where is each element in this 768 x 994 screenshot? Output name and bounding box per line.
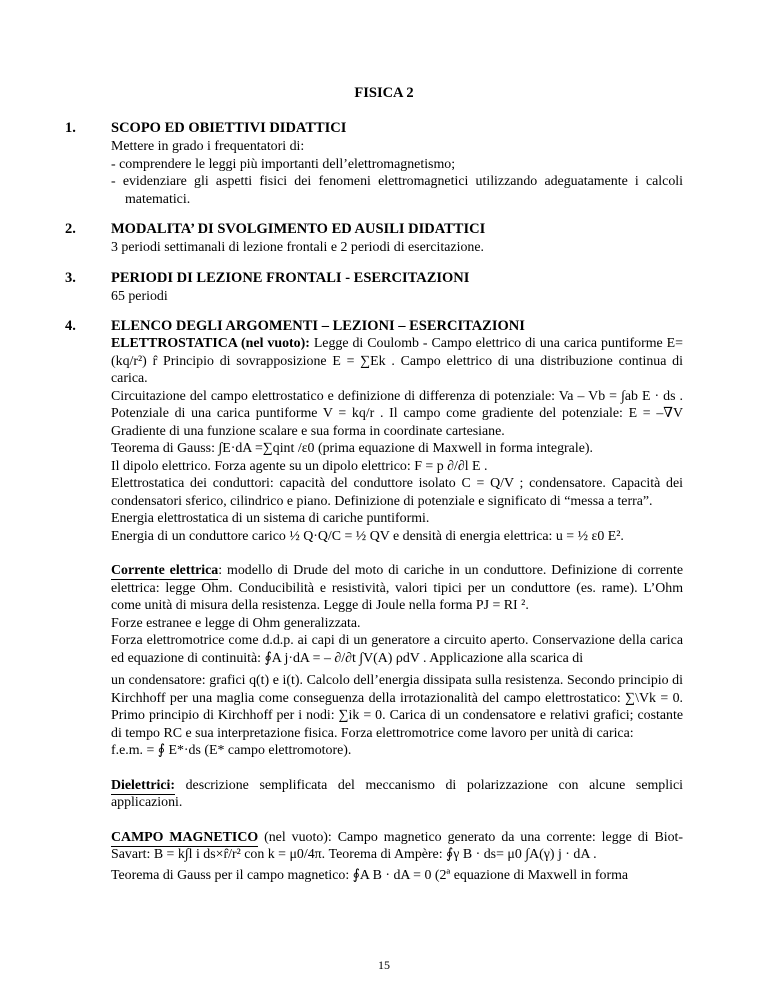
- section-body: [111, 138, 683, 208]
- section-heading: MODALITA’ DI SVOLGIMENTO ED AUSILI DIDATTICI: [111, 221, 486, 237]
- section-heading: SCOPO ED OBIETTIVI DIDATTICI: [111, 120, 347, 136]
- section-number: 1.: [65, 120, 76, 136]
- list-item: - comprendere le leggi più importanti dell’elettromagnetismo;: [111, 156, 456, 172]
- dipole-paragraph: Il dipolo elettrico. Forza agente su un dipolo elettrico: F = p ∂/∂l E .: [111, 458, 488, 474]
- potential-paragraph: Circuitazione del campo elettrostatico e definizione di differenza di potenziale: Va – Vb = ∫ab E · ds . Potenziale di una carica puntiforme V = kq/r . Il campo come gradiente del potenziale: E = –∇V Gradiente di una funzione scalare e sua forma in coordinate cartesiane.: [111, 388, 683, 439]
- elettrostatica-heading: ELETTROSTATICA (nel vuoto):: [111, 336, 310, 351]
- page-number: 15: [378, 958, 390, 972]
- section-number: 3.: [65, 270, 76, 286]
- magnetico-gauss: Teorema di Gauss per il campo magnetico: ∮A B · dA = 0 (2ª equazione di Maxwell in forma: [111, 867, 629, 883]
- section-heading: PERIODI DI LEZIONE FRONTALI - ESERCITAZIONI: [111, 270, 470, 286]
- gauss-paragraph: Teorema di Gauss: ∫E·dA =∑qint /ε0 (prima equazione di Maxwell in forma integrale).: [111, 441, 593, 456]
- energy-density-paragraph: Energia di un conduttore carico ½ Q·Q/C = ½ QV e densità di energia elettrica: u = ½ ε0 E².: [111, 528, 624, 544]
- section-text: 65 periodi: [111, 289, 168, 304]
- section-body: [111, 239, 683, 257]
- section-body: [111, 288, 683, 306]
- elettrostatica-paragraph: ELETTROSTATICA (nel vuoto): Legge di Coulomb - Campo elettrico di una carica puntiforme E=(kq/r²) r̂ Principio di sovrapposizione E = ∑Ek . Campo elettrico di una distribuzione continua di carica.: [111, 336, 683, 386]
- section-heading: ELENCO DEGLI ARGOMENTI – LEZIONI – ESERCITAZIONI: [111, 318, 525, 334]
- section-number: 2.: [65, 221, 76, 237]
- dielettrici-heading: Dielettrici:: [111, 777, 176, 793]
- corrente-heading: Corrente elettrica: [111, 563, 219, 578]
- conductors-paragraph: Elettrostatica dei conduttori: capacità del conduttore isolato C = Q/V ; condensatore. Capacità dei condensatori sferico, cilindrico e piano. Definizione di potenziale e significato di “messa a terra”.: [111, 476, 683, 509]
- section-number: 4.: [65, 318, 76, 334]
- list-item: - evidenziare gli aspetti fisici dei fenomeni elettromagnetici utilizzando adeguatamente i calcoli matematici.: [111, 174, 683, 207]
- dielettrici-paragraph: Dielettrici: descrizione semplificata del meccanismo di polarizzazione con alcune semplici applicazioni.: [111, 777, 683, 810]
- page-title: FISICA 2: [354, 85, 414, 101]
- corrente-fem: Forza elettromotrice come d.d.p. ai capi di un generatore a circuito aperto. Conservazione della carica ed equazione di continuità: ∮A j·dA = – ∂/∂t ∫V(A) ρdV . Applicazione alla scarica di: [111, 633, 683, 666]
- corrente-fem-def: f.e.m. = ∮ E*·ds (E* campo elettromotore).: [111, 743, 352, 758]
- section-body: [111, 335, 683, 884]
- magnetico-paragraph: CAMPO MAGNETICO (nel vuoto): Campo magnetico generato da una corrente: legge di Biot-Savart: B = k∫l i ds×r̂/r² con k = μ0/4π. Teorema di Ampère: ∮γ B · ds= μ0 ∫A(γ) j · dA .: [111, 829, 683, 862]
- corrente-kirchhoff: un condensatore: grafici q(t) e i(t). Calcolo dell’energia dissipata sulla resistenza. Secondo principio di Kirchhoff per una maglia come conseguenza della irrotazionalità del campo elettrostatico: ∑\Vk = 0. Primo principio di Kirchhoff per i nodi: ∑ik = 0. Carica di un condensatore e relativi grafici; costante di tempo RC e sua interpretazione fisica. Forza elettromotrice come lavoro per unità di carica:: [111, 673, 683, 741]
- section-intro: Mettere in grado i frequentatori di:: [111, 139, 305, 154]
- energy-paragraph: Energia elettrostatica di un sistema di cariche puntiformi.: [111, 511, 430, 526]
- magnetico-heading: CAMPO MAGNETICO: [111, 829, 259, 845]
- corrente-paragraph: Corrente elettrica: modello di Drude del moto di cariche in un conduttore. Definizione di corrente elettrica: legge Ohm. Conducibilità e resistività, valori tipici per un conduttore (es. rame). L’Ohm come unità di misura della resistenza. Legge di Joule nella forma PJ = RI ².: [111, 563, 684, 613]
- section-text: 3 periodi settimanali di lezione frontali e 2 periodi di esercitazione.: [111, 240, 484, 255]
- corrente-forze: Forze estranee e legge di Ohm generalizzata.: [111, 615, 361, 631]
